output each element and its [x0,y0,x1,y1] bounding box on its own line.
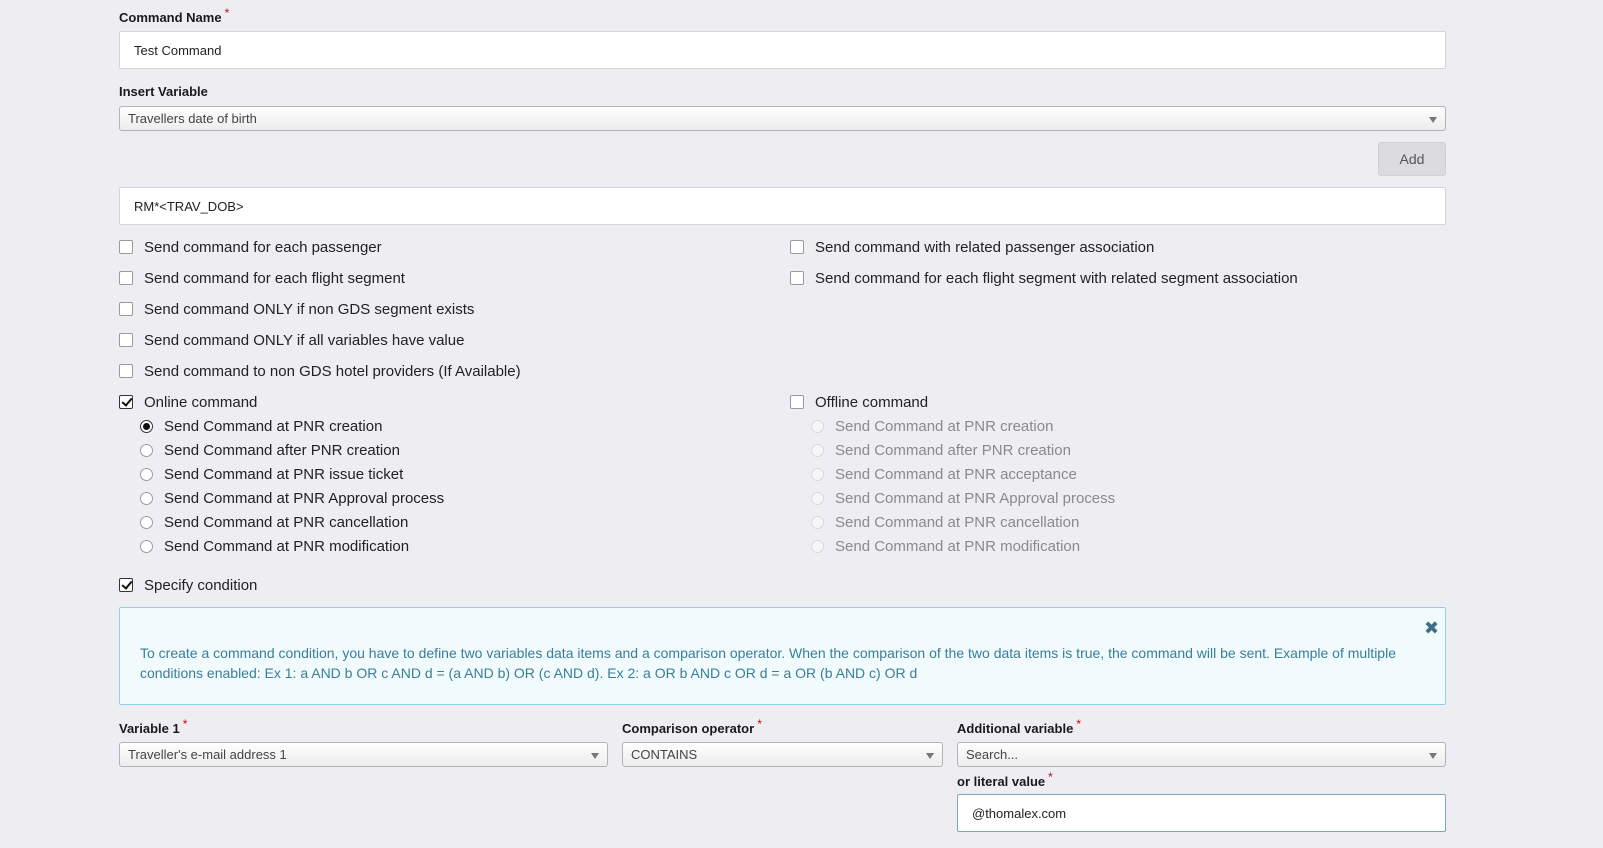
option-each-passenger[interactable] [119,237,521,257]
close-icon[interactable]: ✖ [1424,618,1440,638]
option-label: Send command to non GDS hotel providers (If Available) [144,362,521,380]
chevron-down-icon [1429,753,1437,759]
option-label: Send command for each flight segment with related segment association [815,269,1298,287]
option-label: Send command for each passenger [144,238,382,256]
command-text-input[interactable] [119,187,1446,225]
insert-variable-selected: Travellers date of birth [128,111,257,126]
radio-label: Send Command at PNR creation [835,417,1054,435]
chevron-down-icon [591,753,599,759]
radio-label: Send Command at PNR cancellation [835,513,1080,531]
literal-value-input[interactable] [957,794,1446,832]
insert-variable-label: Insert Variable [119,84,208,99]
online-radio-pnr-creation[interactable] [140,416,444,436]
online-command-group [119,392,444,556]
offline-radio-after-pnr-creation [811,440,1115,460]
literal-value: @thomalex.com [972,805,1067,821]
checkbox[interactable] [119,364,133,378]
specify-condition-label: Specify condition [144,576,258,594]
variable1-label: Variable 1 * [119,717,188,736]
radio[interactable] [140,444,153,457]
specify-condition-row[interactable] [119,575,257,595]
option-non-gds-hotel[interactable] [119,361,521,381]
offline-radio-approval [811,488,1115,508]
insert-variable-select[interactable] [119,106,1446,131]
offline-command-checkbox-row[interactable] [790,392,1115,412]
checkbox[interactable] [119,302,133,316]
option-related-segment[interactable] [790,268,1298,288]
online-command-checkbox[interactable] [119,395,133,409]
command-name-label: Command Name * [119,6,230,25]
additional-variable-label: Additional variable * [957,717,1081,736]
info-text: To create a command condition, you have to define two variables data items and a comparison operator. When the comparison of the two data items is true, the command will be sent. Example of multiple conditions enabled: Ex 1: a AND b OR c AND d = (a AND b) OR (c AND d). Ex 2: a OR b AND c OR d = a OR (b AND c) OR d [140,645,1396,681]
radio-label: Send Command at PNR modification [164,537,410,555]
command-name-value: Test Command [134,42,222,58]
option-label: Send command for each flight segment [144,269,405,287]
offline-radio-modification [811,536,1115,556]
offline-radio-cancellation [811,512,1115,532]
offline-command-group [790,392,1115,556]
online-radio-cancellation[interactable] [140,512,444,532]
operator-select[interactable] [622,742,943,767]
offline-command-checkbox[interactable] [790,395,804,409]
specify-condition-checkbox[interactable] [119,578,133,592]
radio-label: Send Command after PNR creation [835,441,1071,459]
radio [811,444,824,457]
checkbox[interactable] [790,240,804,254]
option-label: Send command ONLY if non GDS segment exists [144,300,475,318]
condition-info-box [119,607,1446,705]
option-related-passenger[interactable] [790,237,1298,257]
option-non-gds-segment[interactable] [119,299,521,319]
offline-command-label: Offline command [815,393,929,411]
option-each-flight-segment[interactable] [119,268,521,288]
radio-label: Send Command at PNR acceptance [835,465,1077,483]
options-left [119,237,521,381]
online-command-label: Online command [144,393,258,411]
radio-label: Send Command at PNR cancellation [164,513,409,531]
option-all-variables-value[interactable] [119,330,521,350]
command-name-input[interactable] [119,31,1446,69]
options-right [790,237,1298,288]
operator-label: Comparison operator * [622,717,762,736]
radio[interactable] [140,420,153,433]
command-text-value: RM*<TRAV_DOB> [134,198,244,214]
radio[interactable] [140,492,153,505]
option-label: Send command with related passenger association [815,238,1155,256]
variable1-select[interactable] [119,742,608,767]
radio-label: Send Command at PNR creation [164,417,383,435]
radio [811,420,824,433]
online-radio-issue-ticket[interactable] [140,464,444,484]
option-label: Send command ONLY if all variables have value [144,331,465,349]
checkbox[interactable] [119,271,133,285]
online-radio-after-pnr-creation[interactable] [140,440,444,460]
online-radio-approval[interactable] [140,488,444,508]
radio [811,468,824,481]
radio-label: Send Command at PNR modification [835,537,1081,555]
checkbox[interactable] [119,240,133,254]
radio [811,492,824,505]
variable1-selected: Traveller's e-mail address 1 [128,747,287,762]
online-command-checkbox-row[interactable] [119,392,444,412]
radio-label: Send Command at PNR Approval process [835,489,1116,507]
checkbox[interactable] [790,271,804,285]
offline-radio-acceptance [811,464,1115,484]
additional-variable-select[interactable] [957,742,1446,767]
additional-variable-placeholder: Search... [966,747,1019,762]
radio [811,540,824,553]
radio[interactable] [140,540,153,553]
operator-selected: CONTAINS [631,747,698,762]
literal-value-label: or literal value * [957,770,1053,789]
radio[interactable] [140,468,153,481]
radio-label: Send Command at PNR issue ticket [164,465,404,483]
radio-label: Send Command at PNR Approval process [164,489,445,507]
radio[interactable] [140,516,153,529]
chevron-down-icon [926,753,934,759]
add-button[interactable]: Add [1378,142,1446,176]
chevron-down-icon [1429,117,1437,123]
checkbox[interactable] [119,333,133,347]
radio-label: Send Command after PNR creation [164,441,400,459]
online-radio-modification[interactable] [140,536,444,556]
radio [811,516,824,529]
offline-radio-pnr-creation [811,416,1115,436]
